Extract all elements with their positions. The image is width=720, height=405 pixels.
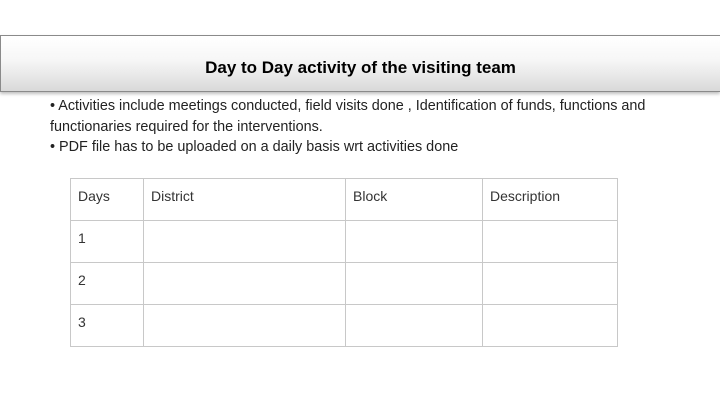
- cell-block: [346, 263, 483, 305]
- cell-description: [483, 305, 618, 347]
- table-header-row: [71, 179, 618, 221]
- cell-district: [144, 221, 346, 263]
- table-row: [71, 305, 618, 347]
- header-description: Description: [483, 179, 618, 221]
- activity-table: [70, 178, 618, 347]
- cell-block: [346, 221, 483, 263]
- bullet-list: [50, 96, 680, 158]
- cell-description: [483, 221, 618, 263]
- bullet-item-pdf-upload: • PDF file has to be uploaded on a daily basis wrt activities done: [50, 139, 459, 155]
- cell-district: [144, 263, 346, 305]
- cell-days: 1: [71, 221, 144, 263]
- table-row: [71, 221, 618, 263]
- header-block: Block: [346, 179, 483, 221]
- cell-days: 3: [71, 305, 144, 347]
- table-row: [71, 263, 618, 305]
- title-banner: [0, 35, 720, 92]
- cell-block: [346, 305, 483, 347]
- cell-days: 2: [71, 263, 144, 305]
- bullet-item-activities: • Activities include meetings conducted, field visits done , Identification of funds, functions and functionaries required for the interventions.: [50, 98, 646, 135]
- slide-title: Day to Day activity of the visiting team: [205, 58, 516, 77]
- header-district: District: [144, 179, 346, 221]
- cell-district: [144, 305, 346, 347]
- cell-description: [483, 263, 618, 305]
- header-days: Days: [71, 179, 144, 221]
